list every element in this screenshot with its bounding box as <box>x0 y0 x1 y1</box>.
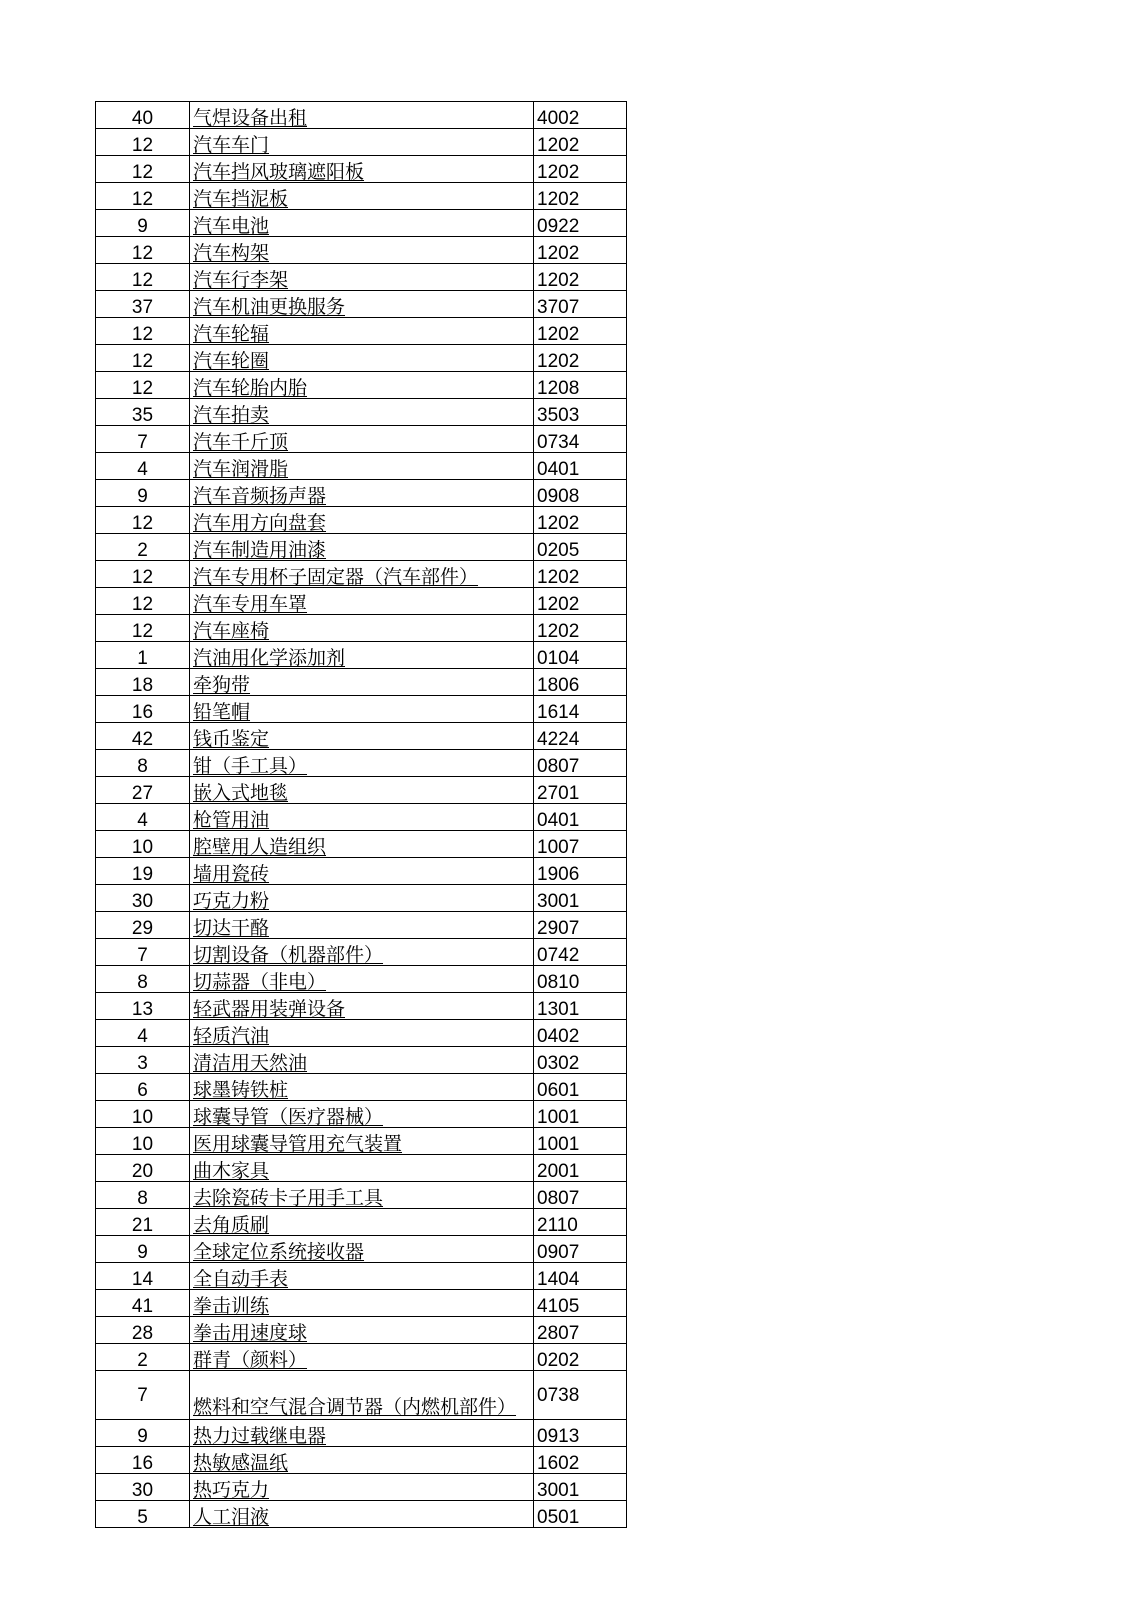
table-row <box>96 993 627 1020</box>
goods-name-cell: 巧克力粉 <box>190 885 534 912</box>
group-code-cell: 3001 <box>534 1474 627 1501</box>
group-code-cell: 0601 <box>534 1074 627 1101</box>
class-number-cell: 28 <box>96 1317 190 1344</box>
group-code-cell: 2110 <box>534 1209 627 1236</box>
goods-name-cell: 汽车挡泥板 <box>190 183 534 210</box>
class-number-cell: 40 <box>96 102 190 129</box>
table-row <box>96 156 627 183</box>
group-code-cell: 1404 <box>534 1263 627 1290</box>
table-row <box>96 885 627 912</box>
class-number-cell: 12 <box>96 615 190 642</box>
goods-name-cell: 医用球囊导管用充气装置 <box>190 1128 534 1155</box>
goods-name-cell: 汽车轮胎内胎 <box>190 372 534 399</box>
class-number-cell: 4 <box>96 453 190 480</box>
class-number-cell: 2 <box>96 534 190 561</box>
class-number-cell: 29 <box>96 912 190 939</box>
goods-name-cell: 轻武器用装弹设备 <box>190 993 534 1020</box>
table-row <box>96 939 627 966</box>
class-number-cell: 21 <box>96 1209 190 1236</box>
table-row <box>96 372 627 399</box>
table-row <box>96 912 627 939</box>
goods-name-cell: 汽车拍卖 <box>190 399 534 426</box>
goods-name-cell: 轻质汽油 <box>190 1020 534 1047</box>
table-body <box>96 102 627 1528</box>
table-row <box>96 210 627 237</box>
group-code-cell: 0402 <box>534 1020 627 1047</box>
group-code-cell: 3707 <box>534 291 627 318</box>
goods-name-cell: 球墨铸铁桩 <box>190 1074 534 1101</box>
table-row <box>96 1290 627 1317</box>
group-code-cell: 0734 <box>534 426 627 453</box>
class-number-cell: 12 <box>96 507 190 534</box>
class-number-cell: 7 <box>96 1371 190 1420</box>
group-code-cell: 0104 <box>534 642 627 669</box>
class-number-cell: 30 <box>96 1474 190 1501</box>
group-code-cell: 0807 <box>534 750 627 777</box>
table-row <box>96 561 627 588</box>
group-code-cell: 4224 <box>534 723 627 750</box>
table-row <box>96 831 627 858</box>
goods-name-cell: 嵌入式地毯 <box>190 777 534 804</box>
table-row <box>96 1074 627 1101</box>
goods-name-cell: 切达干酪 <box>190 912 534 939</box>
group-code-cell: 1202 <box>534 129 627 156</box>
class-number-cell: 14 <box>96 1263 190 1290</box>
class-number-cell: 41 <box>96 1290 190 1317</box>
goods-name-cell: 拳击用速度球 <box>190 1317 534 1344</box>
goods-name-cell: 汽车车门 <box>190 129 534 156</box>
group-code-cell: 0922 <box>534 210 627 237</box>
class-number-cell: 10 <box>96 1101 190 1128</box>
goods-name-cell: 全球定位系统接收器 <box>190 1236 534 1263</box>
table-row <box>96 480 627 507</box>
group-code-cell: 2701 <box>534 777 627 804</box>
table-row <box>96 102 627 129</box>
table-row <box>96 750 627 777</box>
class-number-cell: 12 <box>96 237 190 264</box>
class-number-cell: 8 <box>96 750 190 777</box>
group-code-cell: 1202 <box>534 345 627 372</box>
goods-name-cell: 铅笔帽 <box>190 696 534 723</box>
table-row <box>96 1371 627 1420</box>
group-code-cell: 0913 <box>534 1420 627 1447</box>
table-row <box>96 1047 627 1074</box>
table-row <box>96 237 627 264</box>
class-number-cell: 20 <box>96 1155 190 1182</box>
class-number-cell: 8 <box>96 1182 190 1209</box>
table-row <box>96 1447 627 1474</box>
goods-name-cell: 汽车用方向盘套 <box>190 507 534 534</box>
table-row <box>96 264 627 291</box>
table-row <box>96 642 627 669</box>
table-row <box>96 129 627 156</box>
goods-name-cell: 汽车行李架 <box>190 264 534 291</box>
group-code-cell: 0908 <box>534 480 627 507</box>
group-code-cell: 4002 <box>534 102 627 129</box>
goods-name-cell: 热敏感温纸 <box>190 1447 534 1474</box>
table-row <box>96 1501 627 1528</box>
goods-name-cell: 汽车电池 <box>190 210 534 237</box>
goods-name-cell: 汽车座椅 <box>190 615 534 642</box>
group-code-cell: 0807 <box>534 1182 627 1209</box>
class-number-cell: 18 <box>96 669 190 696</box>
class-number-cell: 9 <box>96 210 190 237</box>
goods-name-cell: 切蒜器（非电） <box>190 966 534 993</box>
goods-name-cell: 曲木家具 <box>190 1155 534 1182</box>
table-row <box>96 1236 627 1263</box>
table-row <box>96 534 627 561</box>
class-number-cell: 19 <box>96 858 190 885</box>
goods-name-cell: 牵狗带 <box>190 669 534 696</box>
table-row <box>96 1344 627 1371</box>
table-row <box>96 1317 627 1344</box>
class-number-cell: 12 <box>96 183 190 210</box>
table-row <box>96 345 627 372</box>
table-row <box>96 1182 627 1209</box>
class-number-cell: 7 <box>96 939 190 966</box>
group-code-cell: 1202 <box>534 561 627 588</box>
table-row <box>96 399 627 426</box>
goods-name-cell: 燃料和空气混合调节器（内燃机部件） <box>190 1371 534 1420</box>
goods-name-cell: 切割设备（机器部件） <box>190 939 534 966</box>
table-row <box>96 1128 627 1155</box>
group-code-cell: 3503 <box>534 399 627 426</box>
table-row <box>96 1474 627 1501</box>
group-code-cell: 0202 <box>534 1344 627 1371</box>
class-number-cell: 12 <box>96 345 190 372</box>
table-row <box>96 1020 627 1047</box>
goods-name-cell: 群青（颜料） <box>190 1344 534 1371</box>
goods-name-cell: 汽车润滑脂 <box>190 453 534 480</box>
class-number-cell: 10 <box>96 831 190 858</box>
group-code-cell: 1301 <box>534 993 627 1020</box>
table-row <box>96 426 627 453</box>
class-number-cell: 1 <box>96 642 190 669</box>
class-number-cell: 12 <box>96 264 190 291</box>
goods-name-cell: 汽车机油更换服务 <box>190 291 534 318</box>
table-row <box>96 1263 627 1290</box>
group-code-cell: 1202 <box>534 615 627 642</box>
table-row <box>96 183 627 210</box>
goods-name-cell: 钱币鉴定 <box>190 723 534 750</box>
class-number-cell: 2 <box>96 1344 190 1371</box>
class-number-cell: 27 <box>96 777 190 804</box>
class-number-cell: 12 <box>96 318 190 345</box>
class-number-cell: 12 <box>96 588 190 615</box>
table-row <box>96 1420 627 1447</box>
group-code-cell: 3001 <box>534 885 627 912</box>
class-number-cell: 12 <box>96 372 190 399</box>
class-number-cell: 9 <box>96 480 190 507</box>
goods-name-cell: 热力过载继电器 <box>190 1420 534 1447</box>
table-row <box>96 669 627 696</box>
goods-name-cell: 球囊导管（医疗器械） <box>190 1101 534 1128</box>
goods-name-cell: 汽车挡风玻璃遮阳板 <box>190 156 534 183</box>
group-code-cell: 1202 <box>534 237 627 264</box>
goods-name-cell: 人工泪液 <box>190 1501 534 1528</box>
class-number-cell: 12 <box>96 129 190 156</box>
group-code-cell: 1806 <box>534 669 627 696</box>
table-row <box>96 723 627 750</box>
class-number-cell: 13 <box>96 993 190 1020</box>
goods-name-cell: 拳击训练 <box>190 1290 534 1317</box>
table-row <box>96 1209 627 1236</box>
group-code-cell: 1202 <box>534 264 627 291</box>
goods-name-cell: 全自动手表 <box>190 1263 534 1290</box>
group-code-cell: 0501 <box>534 1501 627 1528</box>
goods-name-cell: 墙用瓷砖 <box>190 858 534 885</box>
goods-name-cell: 汽车制造用油漆 <box>190 534 534 561</box>
group-code-cell: 0401 <box>534 804 627 831</box>
class-number-cell: 10 <box>96 1128 190 1155</box>
group-code-cell: 0907 <box>534 1236 627 1263</box>
class-number-cell: 35 <box>96 399 190 426</box>
table-row <box>96 507 627 534</box>
goods-name-cell: 去角质刷 <box>190 1209 534 1236</box>
group-code-cell: 0401 <box>534 453 627 480</box>
goods-name-cell: 枪管用油 <box>190 804 534 831</box>
group-code-cell: 4105 <box>534 1290 627 1317</box>
goods-name-cell: 汽车专用车罩 <box>190 588 534 615</box>
goods-name-cell: 汽车音频扬声器 <box>190 480 534 507</box>
table-row <box>96 291 627 318</box>
group-code-cell: 1906 <box>534 858 627 885</box>
class-number-cell: 7 <box>96 426 190 453</box>
group-code-cell: 1614 <box>534 696 627 723</box>
group-code-cell: 0302 <box>534 1047 627 1074</box>
class-number-cell: 16 <box>96 1447 190 1474</box>
group-code-cell: 0205 <box>534 534 627 561</box>
table-row <box>96 804 627 831</box>
table-row <box>96 696 627 723</box>
class-number-cell: 8 <box>96 966 190 993</box>
group-code-cell: 2001 <box>534 1155 627 1182</box>
group-code-cell: 1202 <box>534 318 627 345</box>
group-code-cell: 1202 <box>534 507 627 534</box>
goods-name-cell: 汽车构架 <box>190 237 534 264</box>
goods-name-cell: 汽车轮圈 <box>190 345 534 372</box>
goods-name-cell: 清洁用天然油 <box>190 1047 534 1074</box>
class-number-cell: 42 <box>96 723 190 750</box>
goods-name-cell: 汽油用化学添加剂 <box>190 642 534 669</box>
table-row <box>96 453 627 480</box>
goods-name-cell: 去除瓷砖卡子用手工具 <box>190 1182 534 1209</box>
goods-name-cell: 钳（手工具） <box>190 750 534 777</box>
group-code-cell: 0810 <box>534 966 627 993</box>
table-row <box>96 1155 627 1182</box>
table-row <box>96 588 627 615</box>
class-number-cell: 12 <box>96 156 190 183</box>
table-row <box>96 858 627 885</box>
table-row <box>96 1101 627 1128</box>
group-code-cell: 0742 <box>534 939 627 966</box>
group-code-cell: 1007 <box>534 831 627 858</box>
class-number-cell: 9 <box>96 1420 190 1447</box>
class-number-cell: 4 <box>96 1020 190 1047</box>
group-code-cell: 1202 <box>534 183 627 210</box>
class-number-cell: 9 <box>96 1236 190 1263</box>
group-code-cell: 1602 <box>534 1447 627 1474</box>
group-code-cell: 2807 <box>534 1317 627 1344</box>
table-row <box>96 966 627 993</box>
group-code-cell: 1001 <box>534 1101 627 1128</box>
group-code-cell: 1208 <box>534 372 627 399</box>
goods-name-cell: 热巧克力 <box>190 1474 534 1501</box>
class-number-cell: 30 <box>96 885 190 912</box>
goods-classification-table <box>95 101 627 1528</box>
table-row <box>96 777 627 804</box>
group-code-cell: 1202 <box>534 156 627 183</box>
group-code-cell: 0738 <box>534 1371 627 1420</box>
goods-name-cell: 汽车轮辐 <box>190 318 534 345</box>
class-number-cell: 5 <box>96 1501 190 1528</box>
group-code-cell: 1001 <box>534 1128 627 1155</box>
class-number-cell: 37 <box>96 291 190 318</box>
class-number-cell: 4 <box>96 804 190 831</box>
goods-name-cell: 腔壁用人造组织 <box>190 831 534 858</box>
class-number-cell: 3 <box>96 1047 190 1074</box>
table-row <box>96 318 627 345</box>
goods-name-cell: 气焊设备出租 <box>190 102 534 129</box>
group-code-cell: 1202 <box>534 588 627 615</box>
group-code-cell: 2907 <box>534 912 627 939</box>
class-number-cell: 12 <box>96 561 190 588</box>
goods-name-cell: 汽车千斤顶 <box>190 426 534 453</box>
goods-name-cell: 汽车专用杯子固定器（汽车部件） <box>190 561 534 588</box>
class-number-cell: 6 <box>96 1074 190 1101</box>
class-number-cell: 16 <box>96 696 190 723</box>
table-row <box>96 615 627 642</box>
